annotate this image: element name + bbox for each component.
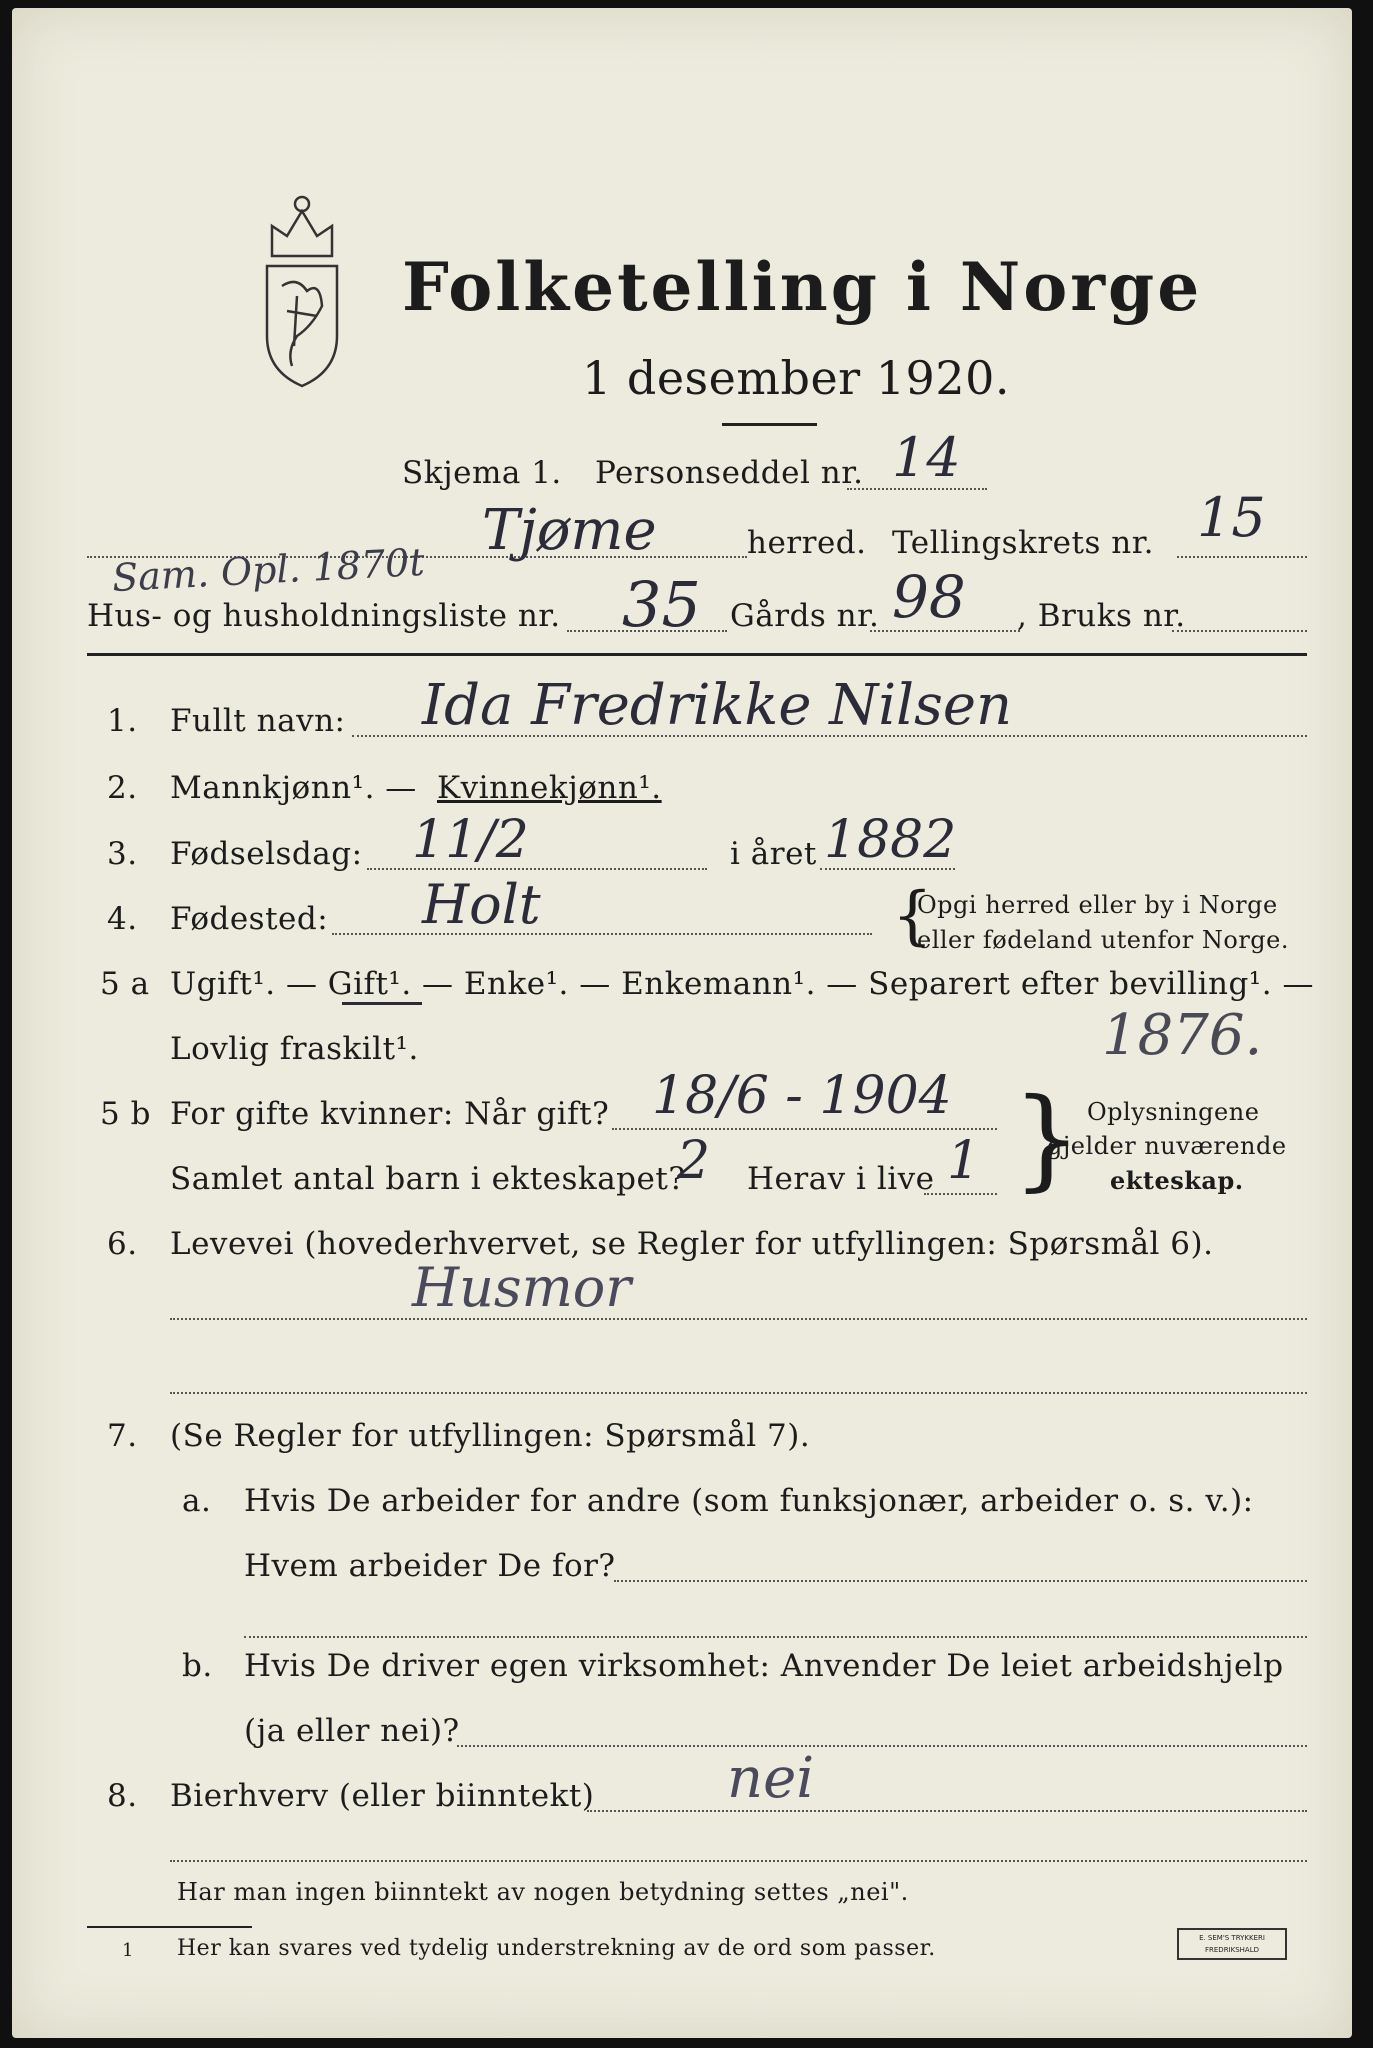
- krets-value: 15: [1197, 486, 1266, 549]
- coat-of-arms-icon: [242, 186, 362, 396]
- q5a-options-line2: Lovlig fraskilt¹.: [170, 1031, 419, 1067]
- q5a-number: 5 a: [100, 966, 150, 1002]
- personseddel-value: 14: [892, 426, 961, 489]
- q6-label: Levevei (hovederhvervet, se Regler for utfyllingen: Spørsmål 6).: [170, 1226, 1214, 1262]
- krets-line: [1177, 556, 1307, 558]
- q4-label: Fødested:: [170, 901, 329, 937]
- q6-line2: [170, 1392, 1307, 1394]
- q2-male-option: Mannkjønn¹. —: [170, 770, 417, 806]
- q4-note-brace: {: [892, 879, 934, 953]
- q3-year-label: i året: [730, 836, 817, 872]
- q7-label: (Se Regler for utfyllingen: Spørsmål 7).: [170, 1418, 811, 1454]
- herred-extra-note: Sam. Opl. 1870t: [111, 539, 426, 601]
- q7b-number: b.: [182, 1648, 213, 1684]
- q7a-line2: Hvem arbeider De for?: [244, 1548, 616, 1584]
- q8-number: 8.: [107, 1778, 138, 1814]
- footnote-divider: [87, 1926, 252, 1928]
- herred-value: Tjøme: [482, 498, 657, 563]
- census-form: [12, 8, 1352, 2038]
- q4-note-line2: eller fødeland utenfor Norge.: [917, 926, 1290, 954]
- q2-number: 2.: [107, 770, 138, 806]
- q5b-note-line1: Oplysningene: [1087, 1098, 1260, 1126]
- q6-value: Husmor: [412, 1256, 632, 1319]
- q3-number: 3.: [107, 836, 138, 872]
- liste-value: 35: [622, 568, 701, 641]
- herred-label: herred.: [747, 525, 867, 561]
- q1-label: Fullt navn:: [170, 703, 346, 739]
- q4-note-line1: Opgi herred eller by i Norge: [917, 891, 1278, 919]
- q4-value: Holt: [422, 873, 541, 936]
- q6-line1: [170, 1318, 1307, 1320]
- q1-number: 1.: [107, 703, 138, 739]
- q5b-married-value: 18/6 - 1904: [652, 1066, 952, 1126]
- form-date: 1 desember 1920.: [582, 351, 1010, 405]
- q8-label: Bierhverv (eller biinntekt): [170, 1778, 595, 1814]
- q5b-children-label: Samlet antal barn i ekteskapet?: [170, 1161, 686, 1197]
- q3-year-value: 1882: [824, 810, 957, 870]
- q7b-line2: (ja eller nei)?: [244, 1713, 460, 1749]
- title-divider: [722, 423, 817, 426]
- q5b-alive-label: Herav i live: [747, 1161, 935, 1197]
- q6-number: 6.: [107, 1226, 138, 1262]
- bruks-label: , Bruks nr.: [1017, 598, 1186, 634]
- q5b-number: 5 b: [100, 1096, 151, 1132]
- q5b-alive-value: 1: [947, 1131, 981, 1191]
- schema-label: Skjema 1.: [402, 455, 562, 491]
- gards-label: Gårds nr.: [730, 598, 880, 634]
- q5a-margin-note: 1876.: [1102, 1003, 1263, 1068]
- q8-value: nei: [727, 1746, 815, 1811]
- q7b-line1: Hvis De driver egen virksomhet: Anvender De leiet arbeidshjelp: [244, 1648, 1284, 1684]
- q8-line: [587, 1810, 1307, 1812]
- q3-value: 11/2: [412, 810, 529, 870]
- q7a-line: [614, 1580, 1307, 1582]
- q8-extra-line: [170, 1860, 1307, 1862]
- q5b-married-label: For gifte kvinner: Når gift?: [170, 1096, 610, 1132]
- q7a-number: a.: [182, 1483, 212, 1519]
- q7b-line: [457, 1745, 1307, 1747]
- bruks-line: [1172, 630, 1307, 632]
- liste-label: Hus- og husholdningsliste nr.: [87, 598, 561, 634]
- q4-number: 4.: [107, 901, 138, 937]
- gards-value: 98: [892, 563, 966, 631]
- krets-label: Tellingskrets nr.: [892, 525, 1154, 561]
- q2-female-option: Kvinnekjønn¹.: [437, 770, 662, 806]
- q7a-extra-line: [244, 1636, 1307, 1638]
- form-title: Folketelling i Norge: [402, 248, 1203, 326]
- q5a-options-line1: Ugift¹. — Gift¹. — Enke¹. — Enkemann¹. — Separert efter bevilling¹. —: [170, 966, 1314, 1002]
- footer-note: Har man ingen biinntekt av nogen betydning settes „nei".: [177, 1878, 909, 1906]
- q5b-brace: }: [1012, 1074, 1083, 1202]
- q5b-note-line3: ekteskap.: [1110, 1166, 1244, 1195]
- q7-number: 7.: [107, 1418, 138, 1454]
- q1-value: Ida Fredrikke Nilsen: [422, 673, 1013, 738]
- footnote-text: Her kan svares ved tydelig understrekning av de ord som passer.: [177, 1936, 936, 1961]
- q3-label: Fødselsdag:: [170, 836, 363, 872]
- q5b-note-line2: gjelder nuværende: [1047, 1132, 1287, 1160]
- footnote-number: 1: [122, 1940, 134, 1961]
- printer-stamp: [1177, 1928, 1287, 1960]
- q5a-gift-underline: [342, 1002, 422, 1005]
- q5b-children-value: 2: [677, 1131, 711, 1191]
- q7a-line1: Hvis De arbeider for andre (som funksjonær, arbeider o. s. v.):: [244, 1483, 1254, 1519]
- q4-line: [332, 933, 872, 935]
- q5b-married-line: [612, 1128, 997, 1130]
- header-divider: [87, 653, 1307, 656]
- personseddel-label: Personseddel nr.: [595, 455, 864, 491]
- printer-stamp-text: E. SEM'S TRYKKERI FREDRIKSHALD: [1199, 1934, 1265, 1954]
- q5b-alive-line: [924, 1193, 997, 1195]
